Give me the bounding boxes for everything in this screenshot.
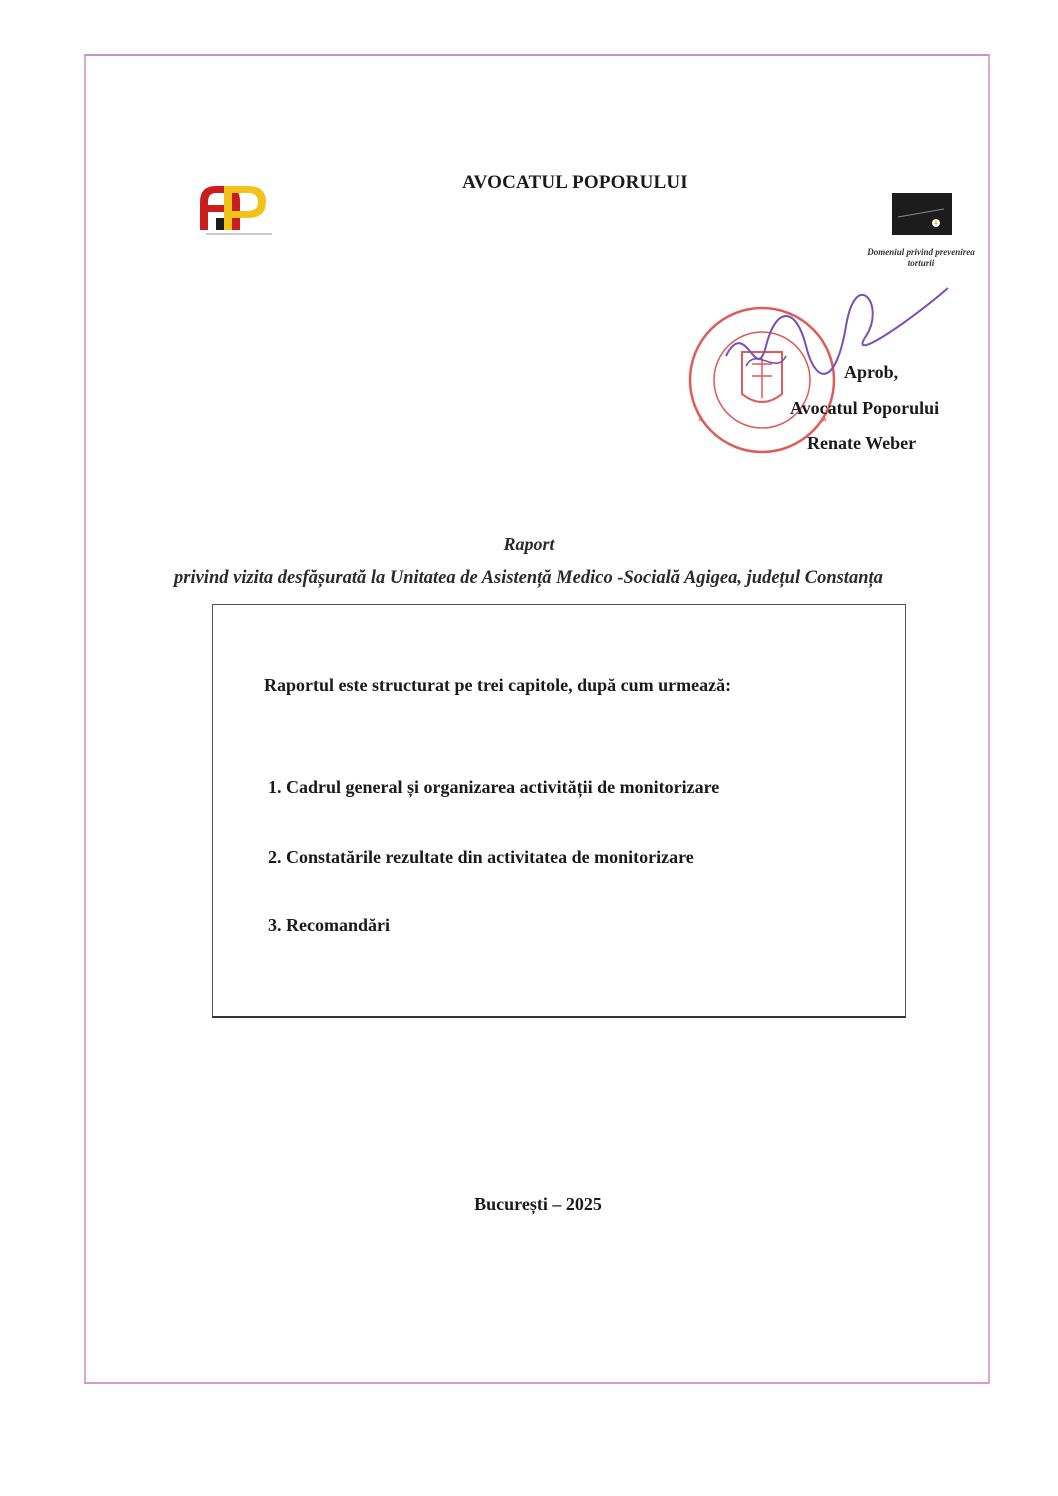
opcat-caption: Domeniul privind prevenirea torturii	[867, 247, 975, 268]
svg-text:*: *	[698, 414, 704, 429]
opcat-logo	[892, 193, 952, 235]
svg-text:*: *	[822, 414, 828, 429]
approval-role: Avocatul Poporului	[790, 398, 940, 418]
approval-name: Renate Weber	[807, 433, 917, 453]
place-date: București – 2025	[474, 1194, 602, 1214]
contents-intro: Raportul este structurat pe trei capitole, după cum urmează:	[264, 675, 732, 695]
report-title: Raport	[503, 534, 555, 554]
contents-item: 2. Constatările rezultate din activitatea de monitorizare	[268, 847, 694, 867]
report-subtitle: privind vizita desfășurată la Unitatea de Asistență Medico -Socială Agigea, județul Constanța	[174, 568, 883, 588]
contents-item: 1. Cadrul general și organizarea activității de monitorizare	[268, 777, 720, 797]
approval-label: Aprob,	[844, 362, 899, 382]
contents-item: 3. Recomandări	[268, 915, 390, 935]
institution-title: AVOCATUL POPORULUI	[462, 172, 688, 193]
contents-box	[212, 604, 906, 1018]
